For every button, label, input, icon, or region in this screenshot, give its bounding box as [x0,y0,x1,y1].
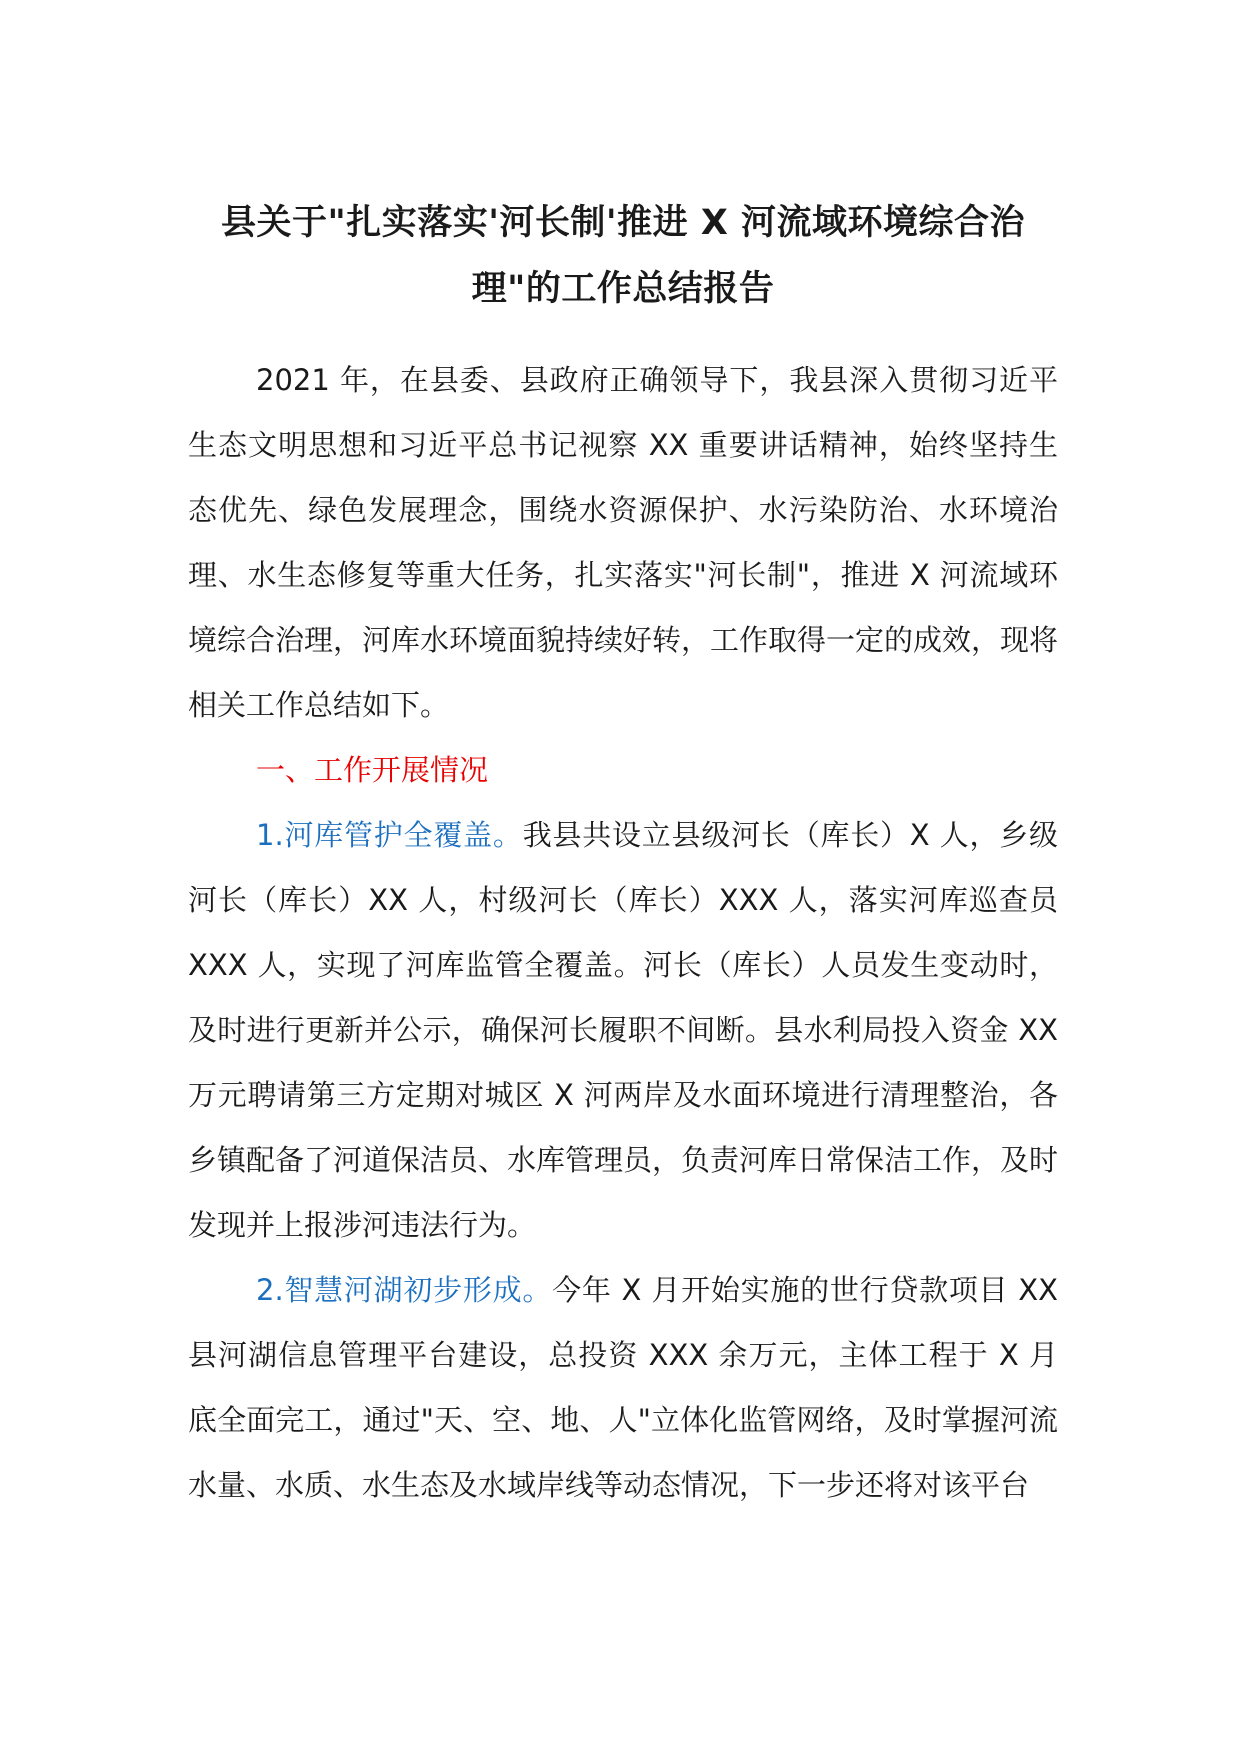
section-heading: 一、工作开展情况 [256,753,489,787]
intro-paragraph: 2021 年，在县委、县政府正确领导下，我县深入贯彻习近平生态文明思想和习近平总书记视察 XX 重要讲话精神，始终坚持生态优先、绿色发展理念，围绕水资源保护、水污染防治、水环境治理、水生态修复等重大任务，扎实落实"河长制"，推进 X 河流域环境综合治理，河库水环境面貌持续好转，工作取得一定的成效，现将相关工作总结如下。 [188,363,1059,722]
document-title: 县关于"扎实落实'河长制'推进 X 河流域环境综合治理"的工作总结报告 [220,203,1026,309]
document-page [188,190,1058,1518]
item-1-lead: 1.河库管护全覆盖。 [256,818,523,852]
item-1-body: 我县共设立县级河长（库长）X 人，乡级河长（库长）XX 人，村级河长（库长）XXX 人，落实河库巡查员 XXX 人，实现了河库监管全覆盖。河长（库长）人员发生变动时，及时进行更新并公示，确保河长履职不间断。县水利局投入资金 XX 万元聘请第三方定期对城区 X 河两岸及水面环境进行清理整治，各乡镇配备了河道保洁员、水库管理员，负责河库日常保洁工作，及时发现并上报涉河违法行为。 [188,818,1059,1242]
item-paragraph-1 [188,803,1058,1258]
item-2-body: 今年 X 月开始实施的世行贷款项目 XX 县河湖信息管理平台建设，总投资 XXX 余万元，主体工程于 X 月底全面完工，通过"天、空、地、人"立体化监管网络，及时掌握河流水量、水质、水生态及水域岸线等动态情况，下一步还将对该平台 [188,1273,1058,1502]
item-paragraph-2 [188,1258,1058,1518]
item-2-lead: 2.智慧河湖初步形成。 [256,1273,553,1307]
